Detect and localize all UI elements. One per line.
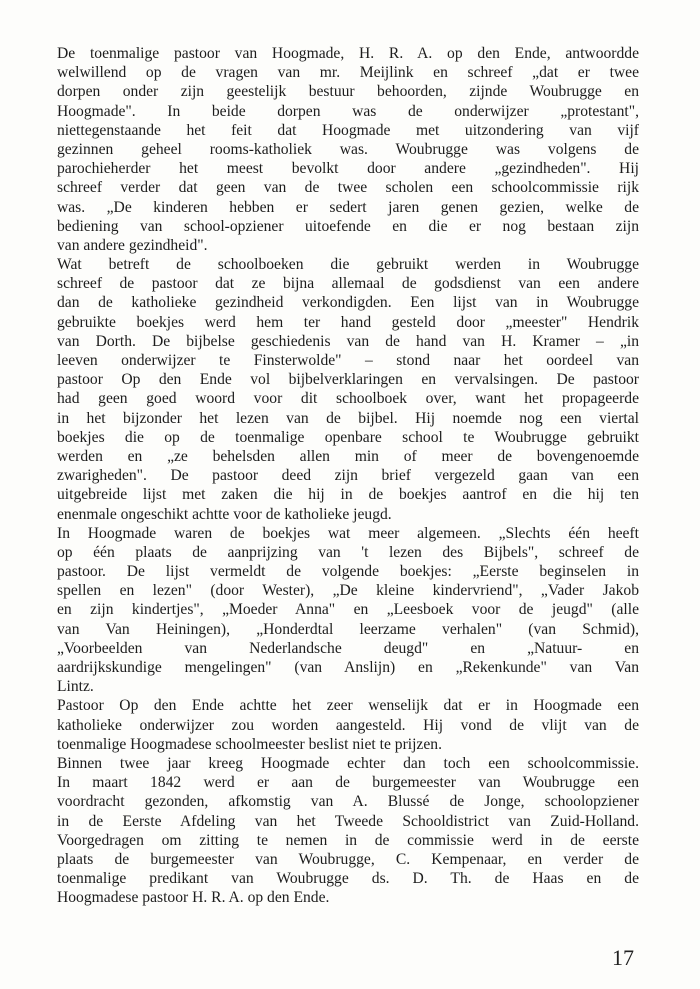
- text-line: gezinnen geheel rooms-katholiek was. Woubrugge was volgens de: [57, 140, 639, 158]
- text-line: leeven onderwijzer te Finsterwolde" – stond naar het oordeel van: [57, 352, 639, 369]
- text-line: parochieherder het meest bevolkt door andere „gezindheden". Hij: [57, 160, 639, 178]
- text-line: was. „De kinderen hebben er sedert jaren genen gezien, welke de: [57, 198, 639, 216]
- paragraph: [57, 255, 639, 524]
- text-line: dan de katholieke gezindheid verkondigden. Een lijst van in Woubrugge: [57, 294, 639, 312]
- text-line: schreef verder dat geen van de twee scholen een schoolcommissie rijk: [57, 179, 639, 197]
- text-line: In Hoogmade waren de boekjes wat meer algemeen. „Slechts één heeft: [57, 524, 639, 542]
- text-line: welwillend op de vragen van mr. Meijlink en schreef „dat er twee: [57, 64, 639, 82]
- text-line: toenmalige predikant van Woubrugge ds. D. Th. de Haas en de: [57, 870, 639, 888]
- text-line: van andere gezindheid".: [57, 236, 208, 254]
- paragraph: [57, 696, 639, 754]
- text-line: Wat betreft de schoolboeken die gebruikt werden in Woubrugge: [57, 256, 639, 274]
- text-line: werden en „ze behelsden allen min of meer de bovengenoemde: [57, 447, 639, 465]
- text-line: spellen en lezen" (door Wester), „De kleine kindervriend", „Vader Jakob: [57, 582, 639, 600]
- text-line: Voorgedragen om zitting te nemen in de commissie werd in de eerste: [57, 831, 639, 849]
- text-line: pastoor Op den Ende vol bijbelverklaringen en vervalsingen. De pastoor: [57, 371, 639, 389]
- text-line: katholieke onderwijzer zou worden aangesteld. Hij vond de vlijt van de: [57, 716, 639, 734]
- text-line: in de Eerste Afdeling van het Tweede Schooldistrict van Zuid-Holland.: [57, 812, 639, 830]
- text-line: schreef de pastoor dat ze bijna allemaal de godsdienst van een andere: [57, 275, 639, 293]
- text-line: dorpen onder zijn geestelijk bestuur behoorden, zijnde Woubrugge en: [57, 83, 639, 101]
- text-line: Binnen twee jaar kreeg Hoogmade echter dan toch een schoolcommissie.: [57, 754, 639, 772]
- text-line: op één plaats de aanprijzing van 't lezen des Bijbels", schreef de: [57, 543, 639, 561]
- text-line: niettegenstaande het feit dat Hoogmade met uitzondering van vijf: [57, 121, 639, 139]
- text-line: voordracht gezonden, afkomstig van A. Blussé de Jonge, schoolopziener: [57, 793, 639, 811]
- text-line: in het bijzonder het lezen van de bijbel. Hij noemde nog een viertal: [57, 409, 639, 427]
- text-line: zwarigheden". De pastoor deed zijn brief vergezeld gaan van een: [57, 467, 639, 485]
- text-line: plaats de burgemeester van Woubrugge, C. Kempenaar, en verder de: [57, 850, 639, 868]
- paragraph: [57, 44, 639, 255]
- body-text: [57, 44, 639, 907]
- paragraph: [57, 754, 639, 908]
- text-line: De toenmalige pastoor van Hoogmade, H. R. A. op den Ende, antwoordde: [57, 45, 639, 62]
- text-line: gebruikte boekjes werd hem ter hand gesteld door „meester" Hendrik: [57, 313, 639, 331]
- text-line: toenmalige Hoogmadese schoolmeester beslist niet te prijzen.: [57, 735, 442, 753]
- page-number: 17: [612, 945, 634, 970]
- text-line: had geen goed woord voor dit schoolboek over, want het propageerde: [57, 390, 639, 408]
- text-line: Hoogmade". In beide dorpen was de onderwijzer „protestant",: [57, 102, 639, 120]
- text-line: „Voorbeelden van Nederlandsche deugd" en „Natuur- en: [57, 639, 639, 657]
- text-line: uitgebreide lijst met zaken die hij in de boekjes aantrof en die hij ten: [57, 486, 639, 504]
- text-line: van Van Heiningen), „Honderdtal leerzame verhalen" (van Schmid),: [57, 620, 639, 638]
- text-line: pastoor. De lijst vermeldt de volgende boekjes: „Eerste beginselen in: [57, 563, 639, 581]
- text-line: aardrijkskundige mengelingen" (van Anslijn) en „Rekenkunde" van Van: [57, 659, 639, 676]
- text-line: In maart 1842 werd er aan de burgemeester van Woubrugge een: [57, 774, 639, 792]
- text-line: Pastoor Op den Ende achtte het zeer wenselijk dat er in Hoogmade een: [57, 697, 639, 715]
- text-line: boekjes die op de toenmalige openbare school te Woubrugge gebruikt: [57, 428, 639, 446]
- text-line: bediening van school-opziener uitoefende en die er nog bestaan zijn: [57, 217, 639, 235]
- text-line: enenmale ongeschikt achtte voor de katholieke jeugd.: [57, 505, 392, 523]
- text-line: Hoogmadese pastoor H. R. A. op den Ende.: [57, 889, 330, 907]
- text-line: Lintz.: [57, 678, 94, 696]
- paragraph: [57, 524, 639, 697]
- text-line: van Dorth. De bijbelse geschiedenis van de hand van H. Kramer – „in: [57, 332, 639, 350]
- text-line: en zijn kindertjes", „Moeder Anna" en „Leesboek voor de jeugd" (alle: [57, 601, 639, 619]
